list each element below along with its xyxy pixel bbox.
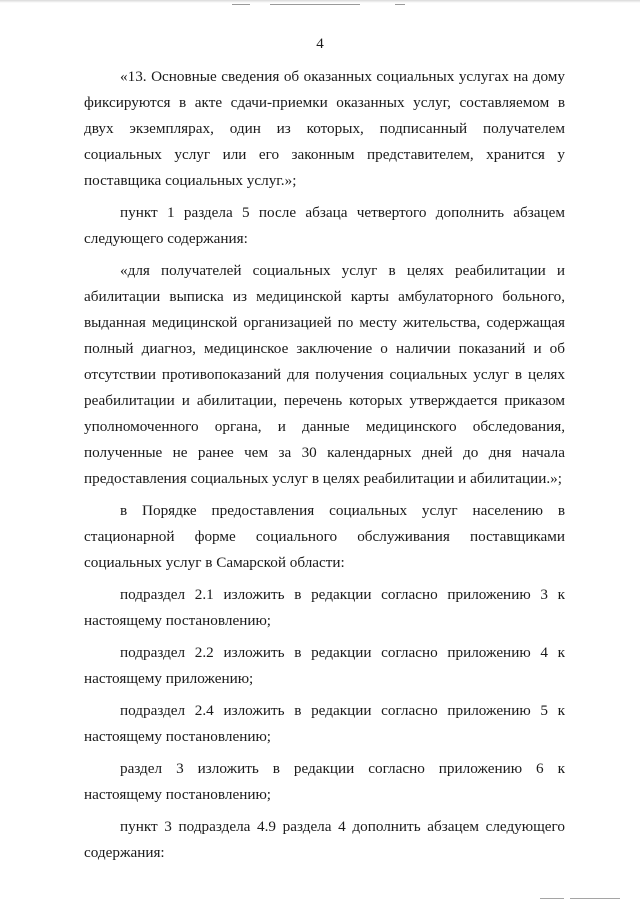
scan-artifact (232, 4, 250, 5)
paragraph: в Порядке предоставления социальных услуг населению в стационарной форме социального обслуживания поставщиками социальных услуг в Самарской области: (84, 502, 565, 571)
paragraph: раздел 3 изложить в редакции согласно приложению 6 к настоящему постановлению; (84, 760, 565, 803)
page-number: 4 (316, 36, 324, 52)
document-body (84, 64, 565, 866)
scan-top-edge (0, 0, 640, 3)
scan-artifact (270, 4, 360, 5)
scan-artifact (570, 898, 620, 899)
paragraph: «13. Основные сведения об оказанных социальных услугах на дому фиксируются в акте сдачи-приемки оказанных услуг, составляемом в двух экземплярах, один из которых, подписанный получателем социальных услуг или его законным представителем, хранится у поставщика социальных услуг.»; (84, 68, 565, 189)
paragraph: «для получателей социальных услуг в целях реабилитации и абилитации выписка из медицинской карты амбулаторного больного, выданная медицинской организацией по месту жительства, содержащая полный диагноз, медицинское заключение о наличии показаний и об отсутствии противопоказаний для получения социальных услуг в целях реабилитации и абилитации, перечень которых утверждается приказом уполномоченного органа, и данные медицинского обследования, полученные не ранее чем за 30 календарных дней до дня начала предоставления социальных услуг в целях реабилитации и абилитации.»; (84, 262, 565, 487)
paragraph: подраздел 2.4 изложить в редакции согласно приложению 5 к настоящему постановлению; (84, 702, 565, 745)
scan-artifact (395, 4, 405, 5)
paragraph: подраздел 2.1 изложить в редакции согласно приложению 3 к настоящему постановлению; (84, 586, 565, 629)
paragraph: пункт 1 раздела 5 после абзаца четвертого дополнить абзацем следующего содержания: (84, 204, 565, 247)
scan-artifact (540, 898, 564, 899)
paragraph: подраздел 2.2 изложить в редакции согласно приложению 4 к настоящему приложению; (84, 644, 565, 687)
paragraph: пункт 3 подраздела 4.9 раздела 4 дополнить абзацем следующего содержания: (84, 818, 565, 861)
